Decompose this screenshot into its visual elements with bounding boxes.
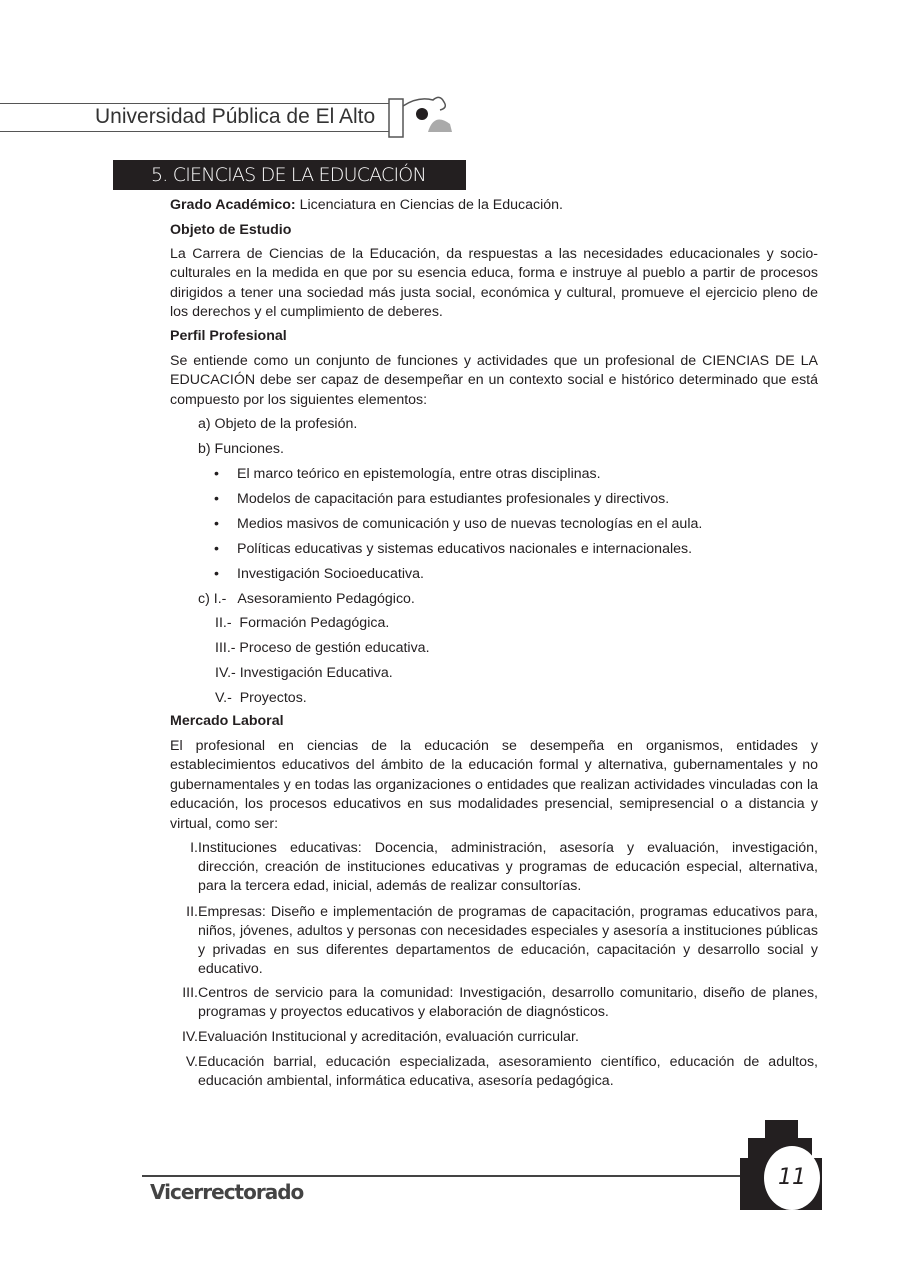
mercado-item-label: IV. bbox=[181, 1029, 198, 1045]
grado-value: Licenciatura en Ciencias de la Educación. bbox=[295, 197, 563, 213]
grado-academico bbox=[170, 196, 818, 215]
mercado-item-label: II. bbox=[186, 904, 198, 920]
mercado-item bbox=[185, 1053, 818, 1091]
mercado-item-text: Instituciones educativas: Docencia, administración, asesoría y evaluación, investigación, dirección, creación de instituciones educativas y programas de educación especial, alternativa, para la tercera edad, inicial, además de realizar consultorías. bbox=[198, 840, 818, 894]
perfil-item-b: b) Funciones. bbox=[198, 441, 284, 457]
page-number: 11 bbox=[778, 1165, 806, 1190]
mercado-item bbox=[181, 1028, 818, 1047]
perfil-heading: Perfil Profesional bbox=[170, 328, 287, 344]
grado-label: Grado Académico: bbox=[170, 197, 296, 213]
mercado-item-label: I. bbox=[190, 840, 198, 856]
perfil-item-c1: c) I.- Asesoramiento Pedagógico. bbox=[198, 591, 415, 607]
mercado-item-text: Centros de servicio para la comunidad: Investigación, desarrollo comunitario, diseño de planes, programas y proyectos educativos y elaboración de diagnósticos. bbox=[198, 985, 818, 1020]
bullet-icon: • bbox=[214, 566, 219, 582]
perfil-text: Se entiende como un conjunto de funciones y actividades que un profesional de CIENCIAS DE LA EDUCACIÓN debe ser capaz de desempeñar en un contexto social e histórico determinado que está compuesto por los siguientes elementos: bbox=[170, 353, 818, 408]
university-name: Universidad Pública de El Alto bbox=[95, 105, 376, 128]
bullet-icon: • bbox=[214, 516, 219, 532]
footer-rule bbox=[142, 1175, 740, 1177]
bullet-icon: • bbox=[214, 466, 219, 482]
university-logo-icon bbox=[388, 94, 456, 138]
vicerrectorado-logo: Vicerrectorado bbox=[150, 1180, 304, 1204]
mercado-item-text: Educación barrial, educación especializada, asesoramiento científico, educación de adultos, educación ambiental, informática educativa, asesoría pedagógica. bbox=[198, 1054, 818, 1089]
funcion-bullet-item: Medios masivos de comunicación y uso de nuevas tecnologías en el aula. bbox=[237, 516, 703, 532]
perfil-item-c4: IV.- Investigación Educativa. bbox=[215, 665, 393, 681]
mercado-item-label: III. bbox=[182, 985, 198, 1001]
bullet-icon: • bbox=[214, 541, 219, 557]
perfil-item-c2: II.- Formación Pedagógica. bbox=[215, 615, 390, 631]
objeto-heading: Objeto de Estudio bbox=[170, 222, 292, 238]
funcion-bullet-item: El marco teórico en epistemología, entre otras disciplinas. bbox=[237, 466, 601, 482]
funcion-bullet-item: Investigación Socioeducativa. bbox=[237, 566, 424, 582]
mercado-heading: Mercado Laboral bbox=[170, 713, 284, 729]
objeto-text: La Carrera de Ciencias de la Educación, da respuestas a las necesidades educacionales y socio-culturales en la medida en que por su esencia educa, forma e instruye al pueblo a partir de procesos dirigidos a tener una sociedad más justa social, económica y cultural, promueve el ejercicio pleno de los derechos y el cumplimiento de deberes. bbox=[170, 246, 818, 321]
funcion-bullet-item: Políticas educativas y sistemas educativos nacionales e internacionales. bbox=[237, 541, 693, 557]
mercado-text: El profesional en ciencias de la educación se desempeña en organismos, entidades y establecimientos educativos del ámbito de la educación formal y alternativa, gubernamentales y no gubernamentales y en todas las organizaciones o entidades que realizan actividades vinculadas con la educación, los procesos educativos en sus modalidades presencial, semipresencial o a distancia y virtual, como ser: bbox=[170, 738, 818, 832]
bullet-icon: • bbox=[214, 491, 219, 507]
mercado-item bbox=[190, 839, 818, 896]
perfil-item-c3: III.- Proceso de gestión educativa. bbox=[215, 640, 430, 656]
perfil-item-a: a) Objeto de la profesión. bbox=[198, 416, 358, 432]
mercado-item-text: Evaluación Institucional y acreditación, evaluación curricular. bbox=[198, 1029, 579, 1045]
header-rule-top bbox=[0, 103, 390, 104]
perfil-item-c5: V.- Proyectos. bbox=[215, 690, 307, 706]
mercado-item bbox=[182, 984, 818, 1022]
mercado-item-label: V. bbox=[185, 1054, 198, 1070]
section-title: 5. CIENCIAS DE LA EDUCACIÓN bbox=[113, 160, 466, 190]
funcion-bullet-item: Modelos de capacitación para estudiantes profesionales y directivos. bbox=[237, 491, 670, 507]
mercado-item bbox=[186, 903, 818, 979]
mercado-item-text: Empresas: Diseño e implementación de programas de capacitación, programas educativos para, niños, jóvenes, adultos y personas con necesidades especiales y asesoría a instituciones públicas y privadas en sus diferentes departamentos de educación, capacitación y desarrollo social y educativo. bbox=[198, 904, 818, 977]
header-rule-bottom bbox=[0, 131, 390, 132]
